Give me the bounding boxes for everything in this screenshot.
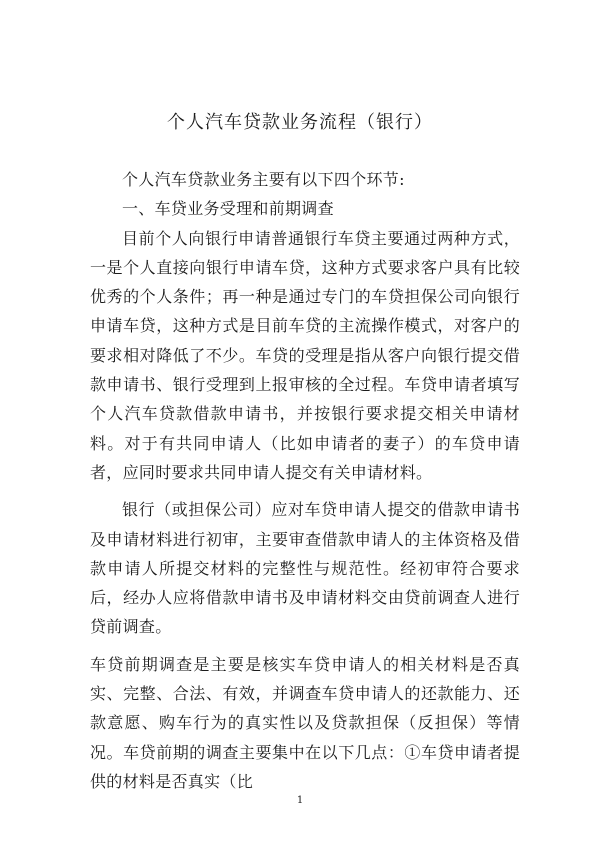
paragraph: 目前个人向银行申请普通银行车贷主要通过两种方式，一是个人直接向银行申请车贷，这种方式要求客户具有比较优秀的个人条件；再一种是通过专门的车贷担保公司向银行申请车贷，这种方式是目前车贷的主流操作模式，对客户的要求相对降低了不少。车贷的受理是指从客户向银行提交借款申请书、银行受理到上报审核的全过程。车贷申请者填写个人汽车贷款借款申请书，并按银行要求提交相关申请材料。对于有共同申请人（比如申请者的妻子）的车贷申请者，应同时要求共同申请人提交有关申请材料。 xyxy=(90,228,520,482)
section-heading: 一、车贷业务受理和前期调查 xyxy=(122,199,334,219)
document-body xyxy=(90,165,520,796)
paragraph: 车贷前期调查是主要是核实车贷申请人的相关材料是否真实、完整、合法、有效，并调查车贷申请人的还款能力、还款意愿、购车行为的真实性以及贷款担保（反担保）等情况。车贷前期的调查主要集中在以下几点：①车贷申请者提供的材料是否真实（比 xyxy=(90,654,520,791)
page-title: 个人汽车贷款业务流程（银行） xyxy=(167,112,433,133)
intro-line: 个人汽车贷款业务主要有以下四个环节: xyxy=(122,170,405,189)
paragraph: 银行（或担保公司）应对车贷申请人提交的借款申请书及申请材料进行初审，主要审查借款申请人的主体资格及借款申请人所提交材料的完整性与规范性。经初审符合要求后，经办人应将借款申请书及申请材料交由贷前调查人进行贷前调查。 xyxy=(90,500,520,637)
page-number: 1 xyxy=(296,795,304,806)
